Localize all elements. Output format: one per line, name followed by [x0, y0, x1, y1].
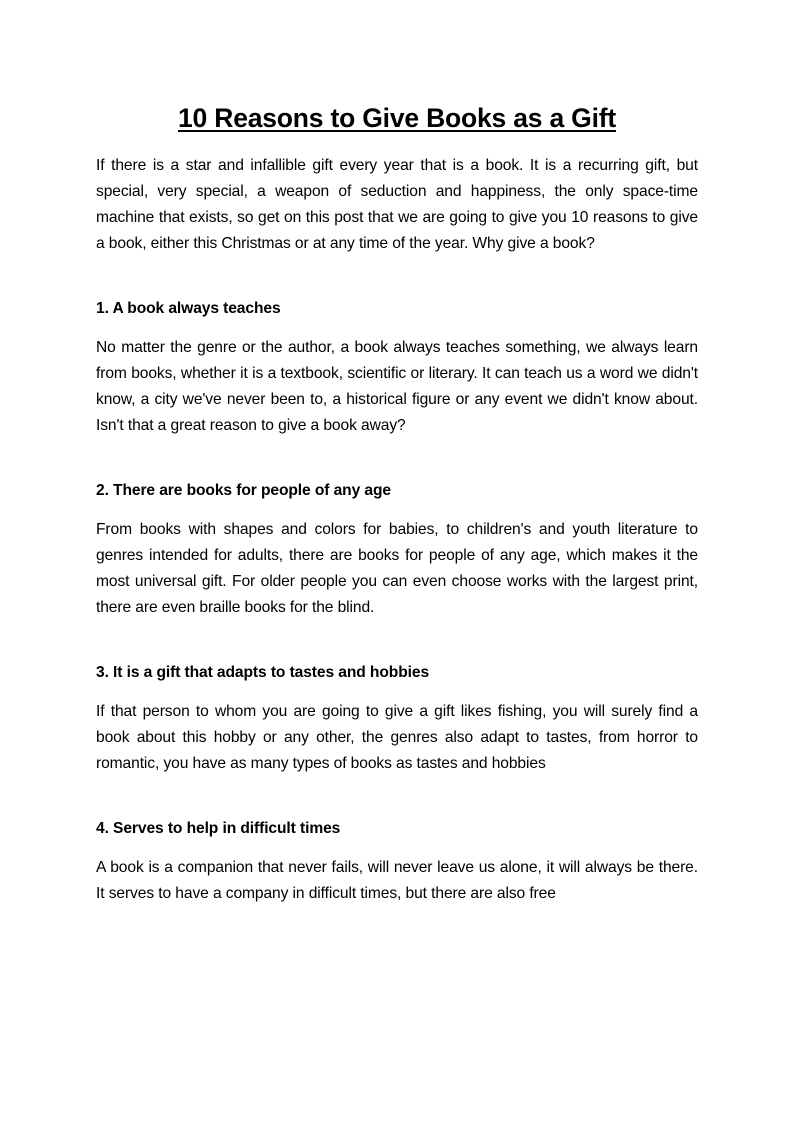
section-2 [96, 478, 698, 621]
document-page [96, 96, 698, 907]
page-title: 10 Reasons to Give Books as a Gift [178, 103, 616, 133]
section-heading: 1. A book always teaches [96, 300, 281, 317]
section-body: No matter the genre or the author, a book always teaches something, we always learn from books, whether it is a textbook, scientific or literary. It can teach us a word we didn't know, a city we've never been to, a historical figure or any event we didn't know about. Isn't that a great reason to give a book away? [96, 339, 698, 434]
section-body: A book is a companion that never fails, will never leave us alone, it will always be there. It serves to have a company in difficult times, but there are also free [96, 859, 698, 902]
section-heading: 3. It is a gift that adapts to tastes and hobbies [96, 664, 430, 681]
section-body: From books with shapes and colors for babies, to children's and youth literature to genres intended for adults, there are books for people of any age, which makes it the most universal gift. For older people you can even choose works with the largest print, there are even braille books for the blind. [96, 521, 698, 616]
section-heading: 4. Serves to help in difficult times [96, 820, 341, 837]
section-3 [96, 660, 698, 777]
section-body: If that person to whom you are going to give a gift likes fishing, you will surely find a book about this hobby or any other, the genres also adapt to tastes, from horror to romantic, you have as many types of books as tastes and hobbies [96, 703, 698, 772]
intro-paragraph: If there is a star and infallible gift every year that is a book. It is a recurring gift, but special, very special, a weapon of seduction and happiness, the only space-time machine that exists, so get on this post that we are going to give you 10 reasons to give a book, either this Christmas or at any time of the year. Why give a book? [96, 157, 698, 252]
section-1 [96, 296, 698, 439]
section-4 [96, 816, 698, 907]
section-heading: 2. There are books for people of any age [96, 482, 391, 499]
